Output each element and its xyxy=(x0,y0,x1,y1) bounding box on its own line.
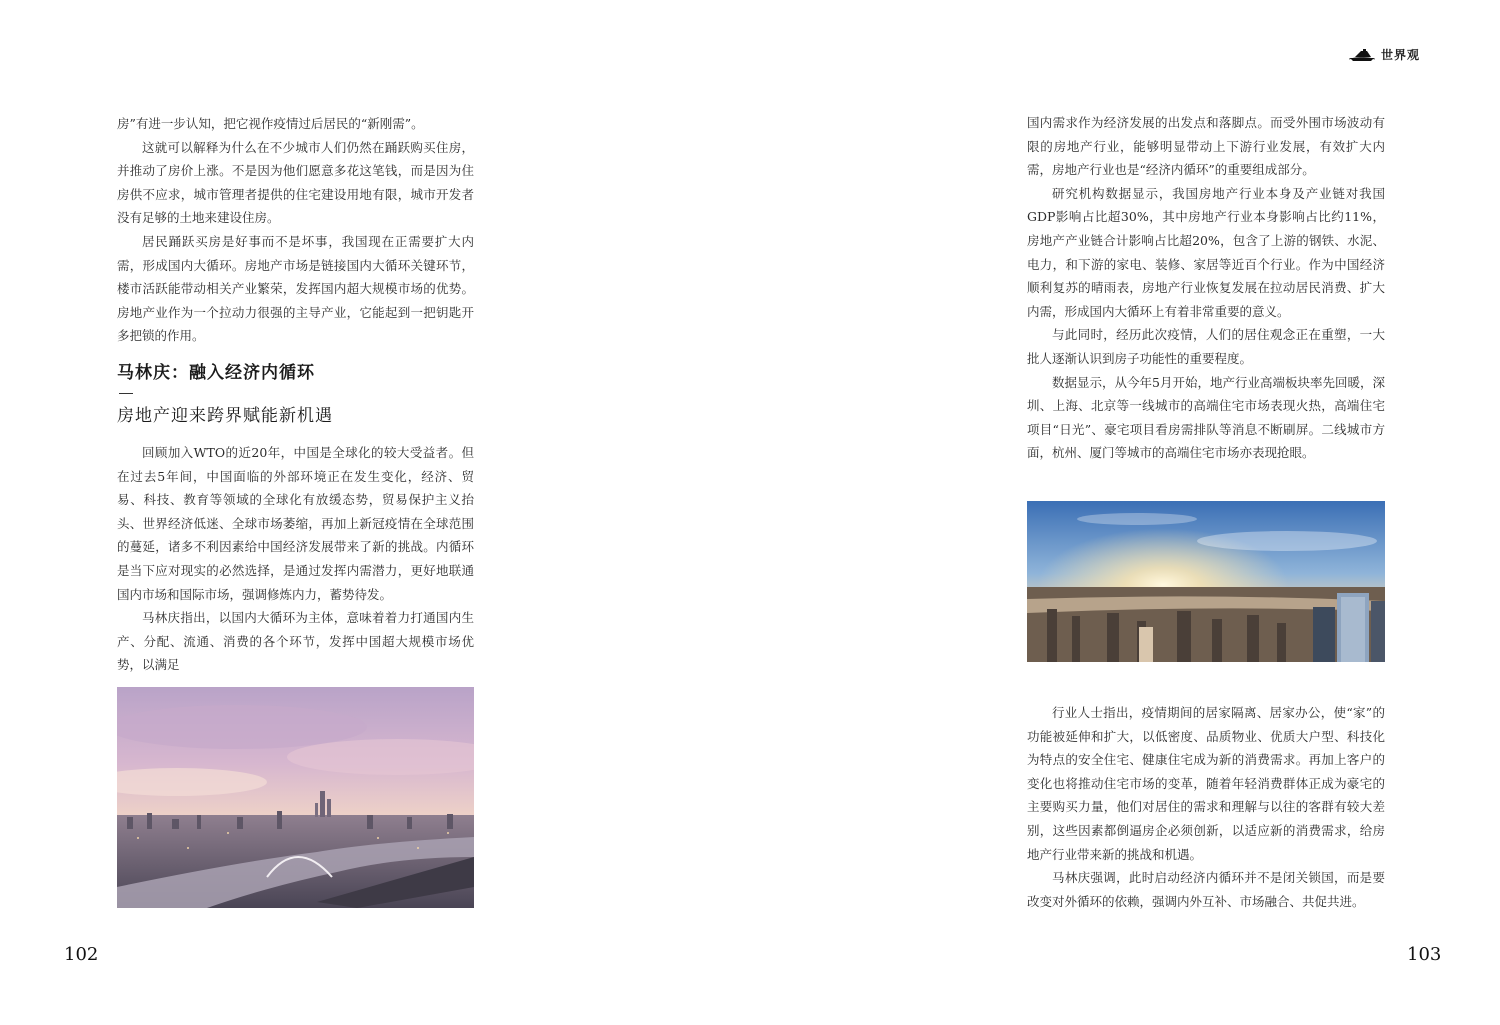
page-number-right: 103 xyxy=(1407,944,1442,965)
right-top-column xyxy=(1027,111,1385,465)
paragraph: 研究机构数据显示，我国房地产行业本身及产业链对我国GDP影响占比超30%，其中房地产行业本身影响占比约11%，房地产产业链合计影响占比超20%，包含了上游的钢铁、水泥、电力，和下游的家电、装修、家居等近百个行业。作为中国经济顺利复苏的晴雨表，房地产行业恢复发展在拉动居民消费、扩大内需，形成国内大循环上有着非常重要的意义。 xyxy=(1027,185,1385,319)
paragraph: 与此同时，经历此次疫情，人们的居住观念正在重塑，一大批人逐渐认识到房子功能性的重要程度。 xyxy=(1027,327,1385,366)
left-body-column xyxy=(117,441,474,677)
paragraph: 数据显示，从今年5月开始，地产行业高端板块率先回暖，深圳、上海、北京等一线城市的高端住宅市场表现火热，高端住宅项目“日光”、豪宅项目看房需排队等消息不断刷屏。二线城市方面，杭州、厦门等城市的高端住宅市场亦表现抢眼。 xyxy=(1027,374,1385,461)
article-subtitle: 房地产迎来跨界赋能新机遇 xyxy=(117,406,333,426)
ship-logo-icon xyxy=(1349,48,1375,62)
page-number-left: 102 xyxy=(64,944,99,965)
paragraph: 房”有进一步认知，把它视作疫情过后居民的“新刚需”。 xyxy=(117,116,424,131)
paragraph: 行业人士指出，疫情期间的居家隔离、居家办公，使“家”的功能被延伸和扩大，以低密度、品质物业、优质大户型、科技化为特点的安全住宅、健康住宅成为新的消费需求。再加上客户的变化也将推动住宅市场的变革，随着年轻消费群体正成为豪宅的主要购买力量，他们对居住的需求和理解与以往的客群有较大差别，这些因素都倒逼房企必须创新，以适应新的消费需求，给房地产行业带来新的挑战和机遇。 xyxy=(1027,705,1385,862)
title-divider xyxy=(119,393,133,394)
paragraph: 这就可以解释为什么在不少城市人们仍然在踊跃购买住房，并推动了房价上涨。不是因为他们愿意多花这笔钱，而是因为住房供不应求，城市管理者提供的住宅建设用地有限，城市开发者没有足够的土地来建设住房。 xyxy=(117,139,474,226)
section-header xyxy=(1349,46,1420,63)
paragraph: 马林庆指出，以国内大循环为主体，意味着着力打通国内生产、分配、流通、消费的各个环节，发挥中国超大规模市场优势，以满足 xyxy=(117,610,474,673)
paragraph: 回顾加入WTO的近20年，中国是全球化的较大受益者。但在过去5年间，中国面临的外部环境正在发生变化，经济、贸易、科技、教育等领域的全球化有放缓态势，贸易保护主义抬头、世界经济低迷、全球市场萎缩，再加上新冠疫情在全球范围的蔓延，诸多不利因素给中国经济发展带来了新的挑战。内循环是当下应对现实的必然选择，是通过发挥内需潜力，更好地联通国内市场和国际市场，强调修炼内力，蓄势待发。 xyxy=(117,445,474,602)
paragraph: 居民踊跃买房是好事而不是坏事，我国现在正需要扩大内需，形成国内大循环。房地产市场是链接国内大循环关键环节，楼市活跃能带动相关产业繁荣，发挥国内超大规模市场的优势。房地产业作为一个拉动力很强的主导产业，它能起到一把钥匙开多把锁的作用。 xyxy=(117,233,474,344)
paragraph: 马林庆强调，此时启动经济内循环并不是闭关锁国，而是要改变对外循环的依赖，强调内外互补、市场融合、共促共进。 xyxy=(1027,870,1385,909)
city-river-photo xyxy=(117,687,474,908)
section-label: 世界观 xyxy=(1380,48,1420,62)
sunset-skyline-photo xyxy=(1027,501,1385,662)
article-title: 马林庆：融入经济内循环 xyxy=(117,363,315,383)
right-bottom-column xyxy=(1027,701,1385,913)
paragraph: 国内需求作为经济发展的出发点和落脚点。而受外围市场波动有限的房地产行业，能够明显带动上下游行业发展，有效扩大内需，房地产行业也是“经济内循环”的重要组成部分。 xyxy=(1027,115,1385,178)
left-top-column xyxy=(117,112,474,348)
